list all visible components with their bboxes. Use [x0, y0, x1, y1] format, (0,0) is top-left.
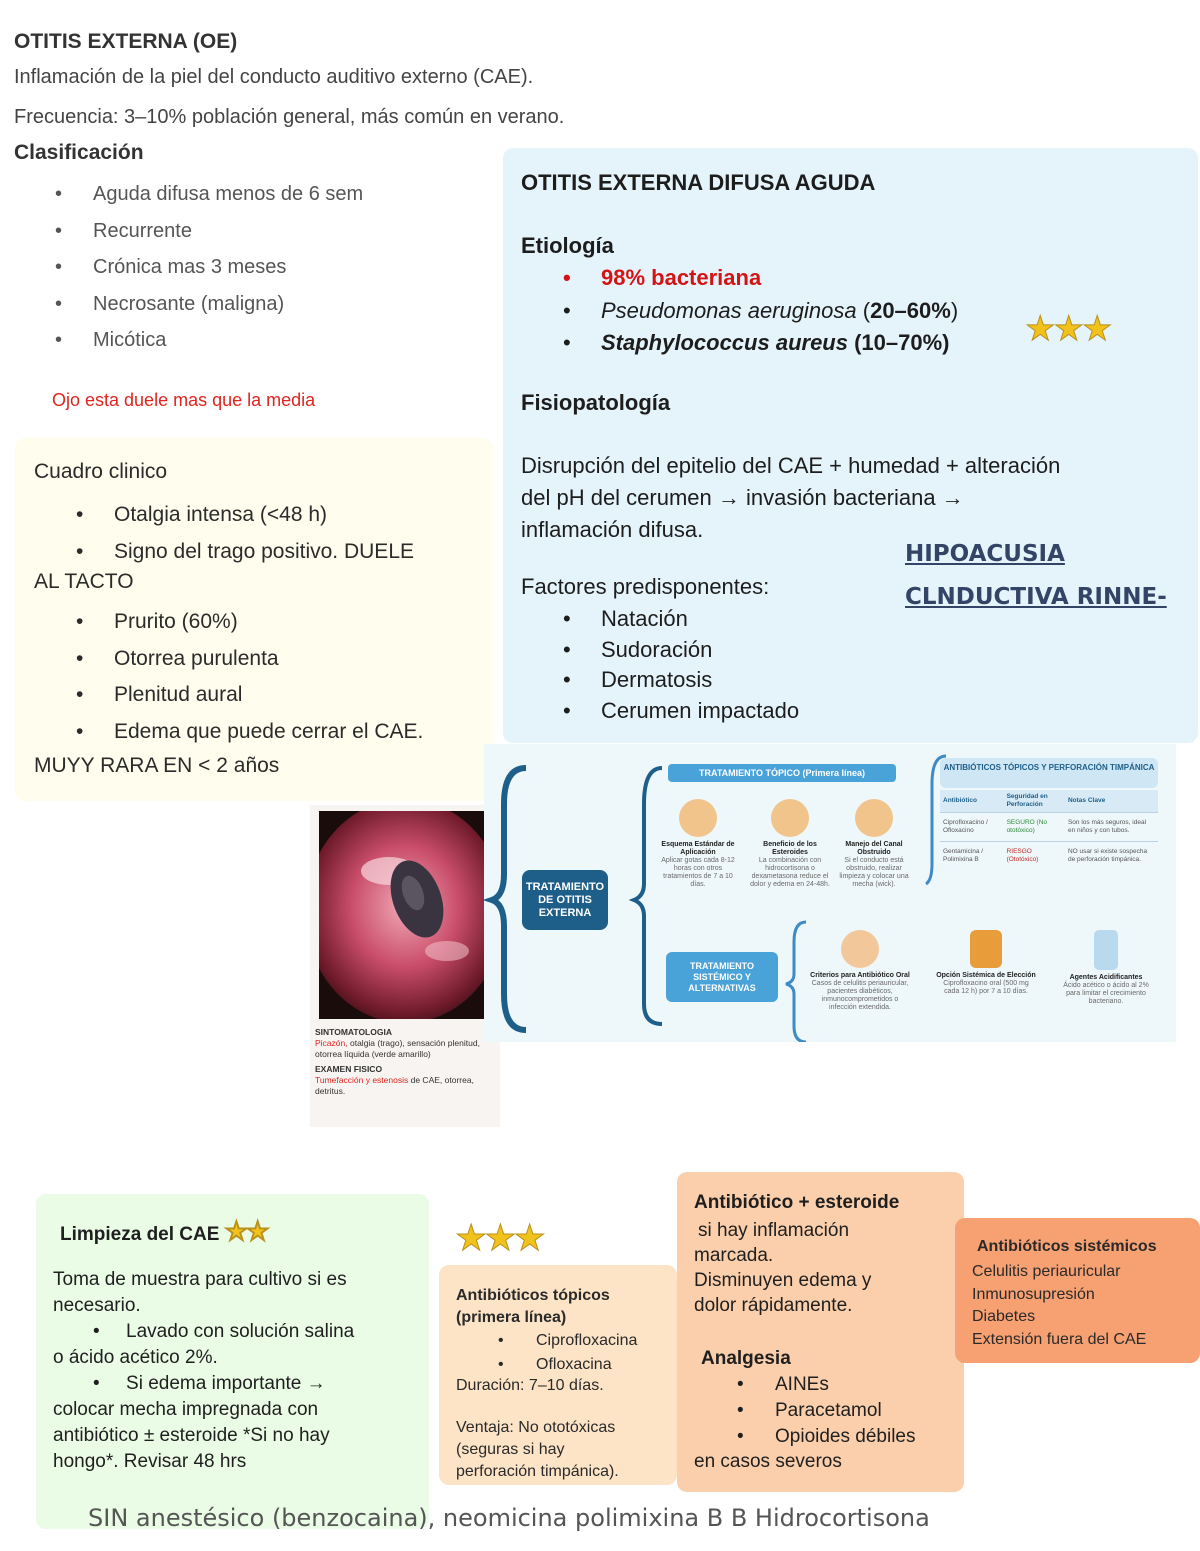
- systemic-box-title: Antibióticos sistémicos: [977, 1238, 1157, 1255]
- drops-bottle-icon: [1094, 930, 1118, 970]
- ear-icon: [679, 799, 717, 837]
- list-item: • Sudoración: [601, 635, 799, 666]
- analgesia-list: [775, 1372, 915, 1450]
- exam-red: Tumefacción y estenosis: [315, 1075, 409, 1085]
- item-title: Manejo del Canal Obstruido: [845, 841, 903, 856]
- physio-line: Disrupción del epitelio del CAE + humedad + alteración: [521, 453, 1061, 478]
- clinical-continuation: AL TACTO: [34, 570, 134, 593]
- physio-text: [521, 450, 1060, 546]
- steroid-box: [677, 1172, 964, 1492]
- main-title: TRATAMIENTO DE OTITIS EXTERNA: [522, 870, 608, 930]
- list-item: • Cerumen impactado: [601, 696, 799, 727]
- analgesia-heading: Analgesia: [701, 1348, 791, 1369]
- ear-icon: [771, 799, 809, 837]
- list-item: • Otalgia intensa (<48 h): [114, 496, 414, 533]
- table-row: [940, 813, 1158, 842]
- diffuse-box: [503, 148, 1198, 743]
- clinical-list-a: [114, 496, 414, 570]
- systemic-box: [955, 1218, 1200, 1363]
- sintoma-heading: SINTOMATOLOGIA: [315, 1027, 392, 1037]
- analgesia-footer: en casos severos: [694, 1451, 842, 1472]
- otoscopy-illustration: [319, 811, 491, 1019]
- text-line: dolor rápidamente.: [694, 1295, 853, 1316]
- clinical-footer: MUYY RARA EN < 2 años: [34, 754, 280, 777]
- topical-item: [658, 799, 738, 889]
- treatment-infographic: [484, 744, 1176, 1042]
- list-item: • Signo del trago positivo. DUELE: [114, 533, 414, 570]
- staph-name: Staphylococcus aureus: [601, 330, 848, 355]
- clinical-box: [15, 438, 493, 801]
- otoscopy-image: [319, 811, 491, 1019]
- systemic-item: [936, 930, 1036, 996]
- bullet-line: • Lavado con solución salina: [93, 1321, 355, 1342]
- text-line: antibiótico ± esteroide *Si no hay: [53, 1425, 330, 1446]
- bullet-text: Si edema importante →: [126, 1373, 326, 1394]
- list-item: [601, 262, 958, 295]
- pill-bottle-icon: [970, 930, 1002, 968]
- star-rating-icon: ★★★: [455, 1217, 543, 1258]
- etiology-heading: Etiología: [521, 233, 614, 258]
- physio-heading: Fisiopatología: [521, 390, 671, 415]
- warning-note: Ojo esta duele mas que la media: [52, 390, 316, 410]
- pseudomonas-pct: 20–60%: [870, 297, 951, 323]
- perf-table: [940, 790, 1158, 870]
- item-text: Casos de celulitis periauricular, pacientes diabéticos, inmunocomprometidos o infección extendida.: [811, 980, 909, 1011]
- list-item: • Prurito (60%): [114, 604, 423, 641]
- factors-list: [601, 604, 799, 726]
- table-row: [940, 842, 1158, 871]
- text-line: o ácido acético 2%.: [53, 1347, 218, 1368]
- item-title: Agentes Acidificantes: [1069, 974, 1143, 981]
- physio-line: inflamación difusa.: [521, 517, 704, 542]
- factors-heading: Factores predisponentes:: [521, 574, 770, 599]
- text-line: hongo*. Revisar 48 hrs: [53, 1451, 247, 1472]
- sintoma-red: Picazón,: [315, 1038, 348, 1048]
- list-item: • Natación: [601, 604, 799, 635]
- staph-pct: (10–70%): [854, 330, 950, 355]
- systemic-box-list: [972, 1261, 1146, 1351]
- list-item: • Recurrente: [93, 213, 363, 250]
- text-line: perforación timpánica).: [456, 1463, 619, 1480]
- list-item: • Crónica mas 3 meses: [93, 249, 363, 286]
- list-item: • Plenitud aural: [114, 677, 423, 714]
- diffuse-title: OTITIS EXTERNA DIFUSA AGUDA: [521, 170, 876, 195]
- list-item: • Edema que puede cerrar el CAE.: [114, 714, 423, 751]
- etiology-list: [601, 262, 958, 360]
- classification-heading: Clasificación: [14, 141, 144, 164]
- table-cell: Ciprofloxacino / Ofloxacino: [943, 819, 988, 834]
- hipoacusia-note: [905, 533, 1167, 619]
- topical-title: TRATAMIENTO TÓPICO (Primera línea): [668, 764, 896, 782]
- item-title: Criterios para Antibiótico Oral: [810, 972, 910, 979]
- list-item: • Micótica: [93, 322, 363, 359]
- topical-title: [456, 1285, 610, 1329]
- table-cell: RIESGO (Ototóxico): [1006, 848, 1039, 863]
- table-cell: Gentamicina / Polimixina B: [943, 848, 984, 863]
- title-line: (primera línea): [456, 1309, 567, 1326]
- list-item: • AINEs: [775, 1372, 915, 1398]
- list-item: • Paracetamol: [775, 1398, 915, 1424]
- topical-item: [834, 799, 914, 889]
- list-item: Diabetes: [972, 1308, 1036, 1325]
- list-item: Extensión fuera del CAE: [972, 1330, 1147, 1348]
- page-title: OTITIS EXTERNA (OE): [14, 30, 238, 53]
- bacterial-text: 98% bacteriana: [601, 265, 762, 290]
- table-cell: Son los más seguros, ideal en niños y con tubos.: [1067, 819, 1147, 834]
- list-item: • Pseudomonas aeruginosa (20–60%): [601, 295, 958, 328]
- star-rating-icon: ★★★: [1025, 310, 1111, 348]
- item-title: Beneficio de los Esteroides: [763, 841, 817, 856]
- table-header: Notas Clave: [1067, 797, 1106, 804]
- text-line: Ventaja: No ototóxicas: [456, 1419, 616, 1436]
- exam-text: [315, 1075, 495, 1097]
- cleaning-title: [60, 1216, 267, 1247]
- item-text: Ciprofloxacino oral (500 mg cada 12 h) por 7 a 10 días.: [943, 980, 1029, 995]
- patient-icon: [841, 930, 879, 968]
- item-text: Aplicar gotas cada 8-12 horas con otros tratamientos de 7 a 10 días.: [661, 857, 735, 888]
- item-text: La combinación con hidrocortisona o dexametasona reduce el dolor y edema en 24-48h.: [750, 857, 830, 888]
- ear-caption: [315, 1027, 495, 1097]
- list-item: • Ofloxacina: [536, 1353, 637, 1377]
- topical-box: [439, 1265, 677, 1485]
- exam-heading: EXAMEN FISICO: [315, 1064, 383, 1074]
- table-row: [940, 790, 1158, 813]
- list-item: • Aguda difusa menos de 6 sem: [93, 176, 363, 213]
- steroid-title: Antibiótico + esteroide: [694, 1192, 900, 1213]
- definition-text: Inflamación de la piel del conducto auditivo externo (CAE).: [14, 66, 534, 88]
- table-cell: SEGURO (No ototóxico): [1006, 819, 1048, 834]
- star-rating-icon: ★★: [224, 1216, 268, 1246]
- systemic-item: [810, 930, 910, 1012]
- item-title: Opción Sistémica de Elección: [936, 972, 1036, 979]
- topical-advantage: [456, 1417, 619, 1483]
- text-line: si hay inflamación: [698, 1220, 850, 1241]
- list-item: Celulitis periauricular: [972, 1263, 1121, 1280]
- exam-rest: de CAE, otorrea, detritus.: [315, 1075, 474, 1096]
- hipo-line: CLNDUCTIVA RINNE-: [905, 584, 1167, 610]
- bullet-text: Lavado con solución salina: [126, 1321, 355, 1342]
- list-item: [601, 327, 958, 360]
- list-item: • Opioides débiles: [775, 1424, 915, 1450]
- bullet-line: • Si edema importante →: [93, 1373, 326, 1394]
- cleaning-title-text: Limpieza del CAE: [60, 1224, 220, 1245]
- table-header: Seguridad en Perforación: [1006, 793, 1048, 808]
- text-line: colocar mecha impregnada con: [53, 1399, 319, 1420]
- text-line: (seguras si hay: [456, 1441, 565, 1458]
- systemic-title: TRATAMIENTO SISTÉMICO Y ALTERNATIVAS: [666, 952, 778, 1002]
- classification-list: [93, 176, 363, 359]
- clinical-list-b: [114, 604, 423, 750]
- table-cell: NO usar si existe sospecha de perforación timpánica.: [1067, 848, 1148, 863]
- topical-duration: Duración: 7–10 días.: [456, 1377, 604, 1394]
- ear-icon: [855, 799, 893, 837]
- list-item: • Dermatosis: [601, 665, 799, 696]
- pseudomonas-name: Pseudomonas aeruginosa: [601, 297, 857, 323]
- steroid-text: [694, 1218, 871, 1318]
- hipo-line: HIPOACUSIA: [905, 541, 1065, 567]
- frequency-text: Frecuencia: 3–10% población general, más común en verano.: [14, 106, 565, 128]
- cleaning-footer: SIN anestésico (benzocaina), neomicina polimixina B B Hidrocortisona: [88, 1504, 930, 1532]
- item-text: Ácido acético o ácido al 2% para limitar el crecimiento bacteriano.: [1063, 982, 1149, 1005]
- topical-item: [750, 799, 830, 889]
- table-header: Antibiótico: [943, 797, 977, 804]
- list-item: • Necrosante (maligna): [93, 286, 363, 323]
- cleaning-box: [36, 1194, 429, 1529]
- item-title: Esquema Estándar de Aplicación: [661, 841, 735, 856]
- sintoma-rest: otalgia (trago), sensación plenitud, otorrea líquida (verde amarillo): [315, 1038, 480, 1059]
- clinical-heading: Cuadro clinico: [34, 460, 168, 483]
- list-item: Inmunosupresión: [972, 1285, 1095, 1303]
- physio-line: del pH del cerumen → invasión bacteriana →: [521, 485, 964, 510]
- title-line: Antibióticos tópicos: [456, 1287, 610, 1304]
- list-item: • Otorrea purulenta: [114, 641, 423, 678]
- text-line: Toma de muestra para cultivo si es: [53, 1269, 347, 1290]
- text-line: marcada.: [694, 1245, 774, 1266]
- topical-list: [536, 1329, 637, 1377]
- list-item: • Ciprofloxacina: [536, 1329, 637, 1353]
- cleaning-text: [53, 1267, 354, 1475]
- sintoma-text: [315, 1038, 495, 1060]
- perf-title: ANTIBIÓTICOS TÓPICOS Y PERFORACIÓN TIMPÁNICA: [940, 758, 1158, 788]
- text-line: necesario.: [53, 1295, 141, 1316]
- systemic-item: [1056, 930, 1156, 1006]
- item-text: Si el conducto está obstruido, realizar limpieza y colocar una mecha (wick).: [839, 857, 909, 888]
- text-line: Disminuyen edema y: [694, 1270, 872, 1291]
